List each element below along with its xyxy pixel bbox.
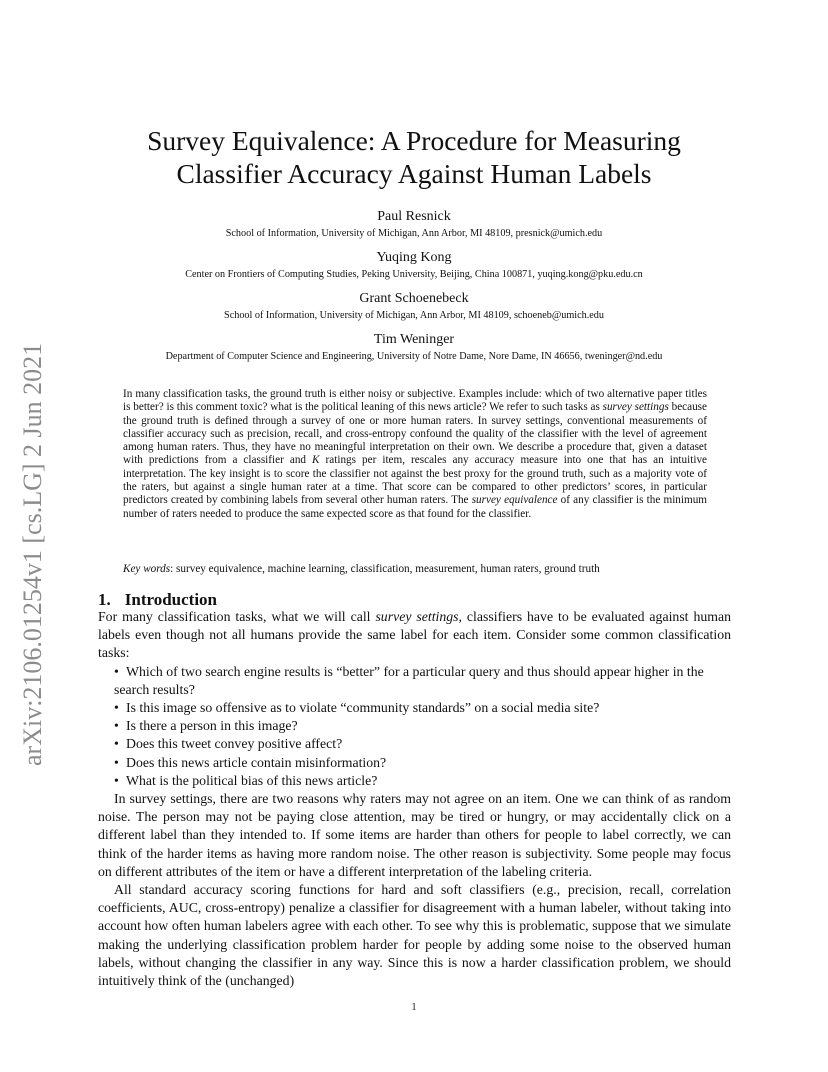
- list-item-text: Does this tweet convey positive affect?: [126, 736, 343, 752]
- list-item-text: Is there a person in this image?: [126, 718, 298, 734]
- paragraph-text: , classifiers have to be evaluated against human labels even though not all humans provide the same label for each item. Consider some common classification tasks:: [98, 609, 732, 661]
- paragraph-emphasis: survey settings: [375, 609, 459, 624]
- abstract-emphasis: survey settings: [602, 401, 669, 414]
- author-affiliation: School of Information, University of Michigan, Ann Arbor, MI 48109, schoeneb@umich.edu: [224, 310, 604, 321]
- list-item: • Is there a person in this image?: [114, 718, 298, 734]
- list-item: • Does this news article contain misinformation?: [114, 754, 387, 770]
- title-line-2: Classifier Accuracy Against Human Labels: [176, 158, 652, 189]
- section-number: 1.: [98, 590, 111, 609]
- abstract-text: of any classifier is the minimum number of raters needed to produce the same expected score as that found for the classifier.: [123, 494, 707, 520]
- keywords: [123, 562, 723, 576]
- keywords-text: : survey equivalence, machine learning, classification, measurement, human raters, ground truth: [170, 563, 600, 575]
- abstract-text: because the ground truth is defined through a survey of one or more human raters. In survey settings, conventional measurements of classifier accuracy such as precision, recall, and cross-entropy confound the quality of the classifier with the level of agreement among human raters. Thus, they have no meaningful interpretation on their own. We describe a procedure that, given a dataset with predictions from a classifier and: [123, 401, 708, 467]
- title-line-1: Survey Equivalence: A Procedure for Measuring: [147, 125, 681, 156]
- author-list: [96, 208, 732, 372]
- author-affiliation: Department of Computer Science and Engineering, University of Notre Dame, Nore Dame, IN 46656, tweninger@nd.edu: [165, 351, 663, 362]
- list-item: • Is this image so offensive as to violate “community standards” on a social media site?: [114, 700, 600, 716]
- list-item: • What is the political bias of this news article?: [114, 772, 378, 788]
- author-affiliation: Center on Frontiers of Computing Studies, Peking University, Beijing, China 100871, yuqing.kong@pku.edu.cn: [185, 269, 643, 280]
- abstract-text: ratings per item, rescales any accuracy measure into one that has an intuitive interpretation. The key insight is to score the classifier not against the best proxy for the ground truth, such as a majority vote of the raters, but against a single human rater at a time. That score can be compared to other predictors’ scores, in particular predictors created by combining labels from several other human raters. The: [123, 454, 707, 507]
- section-heading: [98, 590, 217, 610]
- section-title: Introduction: [124, 590, 218, 609]
- list-item-text: Is this image so offensive as to violate “community standards” on a social media site?: [126, 700, 600, 716]
- paragraph: All standard accuracy scoring functions for hard and soft classifiers (e.g., precision, recall, correlation coefficients, AUC, cross-entropy) penalize a classifier for disagreement with a human labeler, without taking into account how often human labelers agree with each other. To see why this is problematic, suppose that we simulate making the underlying classification problem harder for people by adding some noise to the observed human labels, without changing the classifier in any way. Since this is now a harder classification problem, we should intuitively think of the (unchanged): [98, 882, 731, 989]
- abstract-text: In many classification tasks, the ground truth is either noisy or subjective. Examples include: which of two alternative paper titles is better? is this comment toxic? what is the political leaning of this news article? We refer to such tasks as: [123, 388, 707, 414]
- author-name: Tim Weninger: [373, 332, 455, 347]
- paragraph: In survey settings, there are two reasons why raters may not agree on an item. One we can think of as random noise. The person may not be paying close attention, may be tired or hungry, or may accidentally click on a different label than they intended to. If some items are harder than others for people to label correctly, we can think of the harder items as having more random noise. The other reason is subjectivity. Some people may focus on different attributes of the item or have a different interpretation of the labeling criteria.: [98, 791, 731, 879]
- paragraph-text: For many classification tasks, what we will call: [98, 609, 376, 624]
- page-number: 1: [411, 1002, 417, 1013]
- example-list: [98, 663, 731, 790]
- list-item-text: Which of two search engine results is “better” for a particular query and thus should appear higher in the search results?: [114, 663, 704, 697]
- list-item: • Does this tweet convey positive affect?: [114, 736, 343, 752]
- author-name: Grant Schoenebeck: [359, 291, 469, 306]
- arxiv-identifier: arXiv:2106.01254v1 [cs.LG] 2 Jun 2021: [18, 342, 47, 766]
- list-item: • Which of two search engine results is “better” for a particular query and thus should appear higher in the search results?: [114, 663, 704, 697]
- list-item-text: Does this news article contain misinformation?: [126, 754, 387, 770]
- author-name: Paul Resnick: [377, 209, 451, 224]
- abstract: [123, 388, 707, 521]
- author-affiliation: School of Information, University of Michigan, Ann Arbor, MI 48109, presnick@umich.edu: [225, 228, 603, 239]
- body-text: [98, 608, 731, 990]
- abstract-emphasis: survey equivalence: [471, 494, 558, 507]
- abstract-emphasis: K: [312, 454, 320, 467]
- paragraph: [98, 608, 731, 663]
- list-item-text: What is the political bias of this news article?: [126, 772, 378, 788]
- paper-title: [100, 124, 728, 190]
- author-name: Yuqing Kong: [376, 250, 452, 265]
- keywords-label: Key words: [123, 563, 171, 575]
